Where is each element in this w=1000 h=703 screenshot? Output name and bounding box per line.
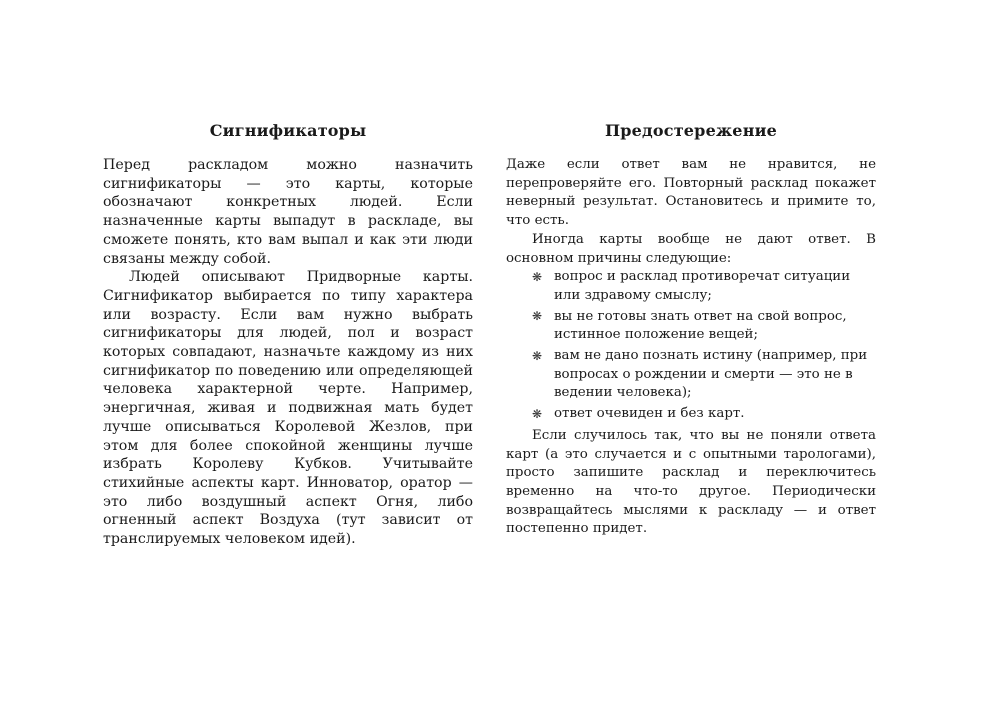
ornament-bullet-icon: ❋ bbox=[531, 309, 543, 324]
list-item-text: вам не дано познать истину (например, при вопросах о рождении и смерти — это не в ведении человека); bbox=[554, 348, 868, 401]
list-item bbox=[530, 268, 876, 305]
section-title-warning: Предостережение bbox=[604, 121, 778, 140]
paragraph-closing: Если случилось так, что вы не поняли ответа карт (а это случается и с опытными тарологами), просто запишите расклад и переключитесь временно на что-то другое. Периодически возвращайтесь мыслями к раскладу — и ответ постепенно придет. bbox=[506, 427, 876, 537]
list-item bbox=[530, 405, 876, 424]
list-item-text: ответ очевиден и без карт. bbox=[554, 406, 745, 422]
paragraph-intro: Перед раскладом можно назначить сигнификаторы — это карты, которые обозначают конкретных людей. Если назначенные карты выпадут в раскладе, вы сможете понять, кто вам выпал и как эти люди связаны между собой. bbox=[103, 157, 473, 267]
reasons-list bbox=[506, 268, 876, 424]
section-title-significators: Сигнификаторы bbox=[209, 121, 367, 140]
right-column bbox=[506, 120, 876, 539]
list-item-text: вы не готовы знать ответ на свой вопрос, истинное положение вещей; bbox=[554, 308, 847, 343]
list-item bbox=[530, 347, 876, 403]
paragraph-court-cards: Людей описывают Придворные карты. Сигнификатор выбирается по типу характера или возрасту. Если вам нужно выбрать сигнификаторы для людей, пол и возраст которых совпадают, назначьте каждому из них сигнификатор по поведению или определяющей человека характерной черте. Например, энергичная, живая и подвижная мать будет лучше описываться Королевой Жезлов, при этом для более спокойной женщины лучше избрать Королеву Кубков. Учитывайте стихийные аспекты карт. Инноватор, оратор — это либо воздушный аспект Огня, либо огненный аспект Воздуха (тут зависит от транслируемых человеком идей). bbox=[103, 269, 473, 548]
ornament-bullet-icon: ❋ bbox=[531, 348, 543, 363]
paragraph-reasons: Иногда карты вообще не дают ответ. В основном причины следующие: bbox=[506, 231, 876, 266]
left-column bbox=[103, 120, 473, 549]
ornament-bullet-icon: ❋ bbox=[531, 406, 543, 421]
list-item-text: вопрос и расклад противоречат ситуации или здравому смыслу; bbox=[554, 269, 851, 303]
paragraph-no-recheck: Даже если ответ вам не нравится, не перепроверяйте его. Повторный расклад покажет неверный результат. Остановитесь и примите то, что есть. bbox=[506, 157, 876, 229]
list-item bbox=[530, 308, 876, 345]
ornament-bullet-icon: ❋ bbox=[531, 269, 543, 284]
